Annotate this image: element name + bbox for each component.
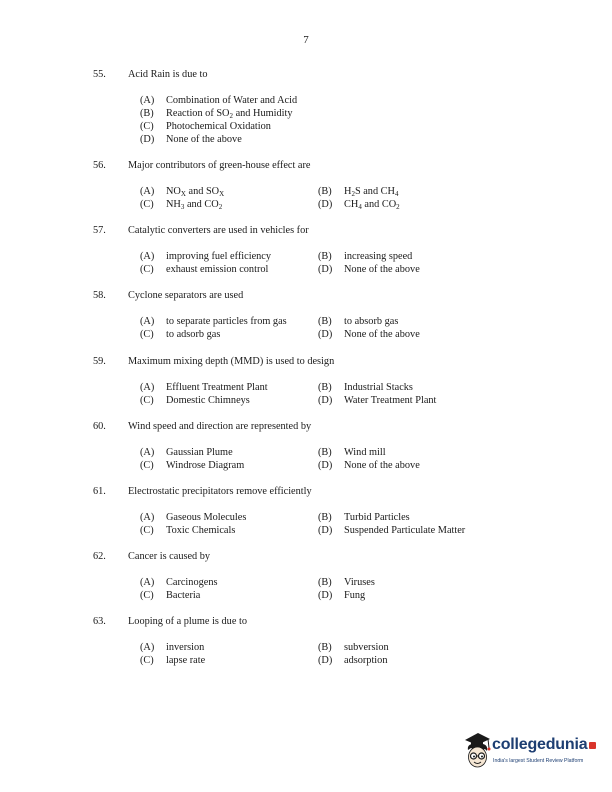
option-text: inversion [166, 642, 205, 654]
option-c [140, 263, 268, 276]
option-c [140, 524, 235, 537]
options-grid [140, 250, 520, 276]
option-a [140, 576, 217, 589]
option-text: Carcinogens [166, 577, 218, 589]
option-label: (C) [140, 459, 154, 471]
question-text: Cancer is caused by [128, 551, 211, 563]
logo-dot-icon [589, 742, 596, 749]
option-label: (A) [140, 316, 155, 328]
option-text: improving fuel efficiency [166, 251, 272, 263]
option-text: exhaust emission control [166, 264, 269, 276]
question-number: 61. [93, 485, 106, 497]
question-number: 62. [93, 551, 106, 563]
option-label: (D) [318, 199, 333, 210]
question-61 [0, 485, 612, 550]
option-text: adsorption [344, 655, 388, 667]
option-label: (D) [318, 524, 333, 536]
option-label: (B) [318, 381, 332, 393]
option-d [318, 328, 420, 341]
option-b [318, 381, 413, 394]
option-text: Viruses [344, 577, 375, 589]
option-text: Domestic Chimneys [166, 394, 250, 406]
options-grid [140, 446, 520, 472]
option-a [140, 250, 271, 263]
option-label: (D) [318, 590, 333, 602]
option-text: Turbid Particles [344, 511, 410, 523]
option-label: (C) [140, 524, 154, 536]
option-text: to absorb gas [344, 316, 399, 328]
option-c [140, 120, 297, 133]
options-list [140, 94, 297, 146]
option-text: Reaction of $SO_2$ and Humidity [166, 108, 293, 120]
option-label: (D) [318, 329, 333, 341]
question-text: Wind speed and direction are represented by [128, 420, 312, 432]
question-number: 57. [93, 225, 106, 237]
option-label: (C) [140, 590, 154, 602]
option-text: Bacteria [166, 590, 201, 602]
question-number: 59. [93, 355, 106, 367]
option-b [140, 107, 297, 120]
option-text: Water Treatment Plant [344, 394, 437, 406]
option-label: (C) [140, 655, 154, 667]
option-a [140, 315, 287, 328]
option-label: (C) [140, 199, 154, 210]
question-62 [0, 550, 612, 615]
option-label: (A) [140, 251, 155, 263]
options-grid [140, 511, 520, 537]
option-label: (B) [318, 251, 332, 263]
graduate-mascot-icon [462, 728, 492, 772]
option-label: (D) [318, 264, 333, 276]
option-b [318, 315, 398, 328]
option-a [140, 511, 246, 524]
question-text: Major contributors of green-house effect are [128, 160, 311, 171]
option-c [140, 654, 205, 667]
option-text: subversion [344, 642, 389, 654]
option-label: (D) [318, 655, 333, 667]
logo-tagline: India's largest Student Review Platform [493, 758, 584, 764]
option-a [140, 381, 268, 394]
option-d [318, 394, 436, 407]
option-text: Combination of Water and Acid [166, 95, 298, 106]
question-57 [0, 224, 612, 289]
option-text: Toxic Chemicals [166, 524, 236, 536]
option-text: None of the above [166, 134, 242, 145]
option-label: (A) [140, 186, 155, 197]
option-text: $CH_4$ and $CO_2$ [344, 199, 400, 211]
option-text: $H_2S$ and $CH_4$ [344, 186, 399, 198]
option-label: (A) [140, 95, 155, 106]
question-text: Maximum mixing depth (MMD) is used to design [128, 355, 335, 367]
option-a [140, 446, 233, 459]
option-text: Effluent Treatment Plant [166, 381, 268, 393]
options-grid [140, 315, 520, 341]
option-d [318, 589, 365, 602]
option-text: to separate particles from gas [166, 316, 287, 328]
option-a [140, 185, 224, 198]
option-d [318, 459, 420, 472]
option-label: (B) [140, 108, 154, 119]
option-label: (A) [140, 446, 155, 458]
option-text: Wind mill [344, 446, 386, 458]
option-label: (A) [140, 642, 155, 654]
question-list [0, 68, 612, 681]
option-text: increasing speed [344, 251, 413, 263]
option-text: Suspended Particulate Matter [344, 524, 466, 536]
option-label: (C) [140, 394, 154, 406]
question-text: Electrostatic precipitators remove efficiently [128, 485, 312, 497]
option-label: (D) [318, 394, 333, 406]
logo-name: collegedunia [492, 736, 588, 753]
collegedunia-logo [462, 728, 607, 778]
option-text: Gaseous Molecules [166, 511, 247, 523]
question-55 [0, 68, 612, 159]
question-text: Catalytic converters are used in vehicles for [128, 225, 309, 237]
option-text: Industrial Stacks [344, 381, 413, 393]
option-label: (B) [318, 186, 332, 197]
question-63 [0, 615, 612, 680]
options-grid [140, 576, 520, 602]
option-text: Photochemical Oxidation [166, 121, 271, 132]
option-c [140, 198, 222, 211]
option-label: (C) [140, 121, 154, 132]
option-a [140, 641, 204, 654]
question-60 [0, 420, 612, 485]
option-text: None of the above [344, 264, 420, 276]
page-number: 7 [303, 34, 309, 46]
question-number: 63. [93, 616, 106, 628]
option-d [140, 133, 297, 146]
option-label: (B) [318, 316, 332, 328]
option-text: None of the above [344, 459, 420, 471]
option-label: (C) [140, 264, 154, 276]
question-number: 56. [93, 160, 106, 171]
question-text: Cyclone separators are used [128, 290, 244, 302]
options-grid [140, 185, 520, 211]
option-b [318, 511, 410, 524]
option-text: to adsorb gas [166, 329, 221, 341]
option-c [140, 459, 244, 472]
options-grid [140, 641, 520, 667]
option-c [140, 589, 200, 602]
option-d [318, 263, 420, 276]
options-grid [140, 381, 520, 407]
option-b [318, 446, 386, 459]
question-number: 60. [93, 420, 106, 432]
option-c [140, 394, 250, 407]
option-c [140, 328, 220, 341]
option-text: lapse rate [166, 655, 206, 667]
option-label: (B) [318, 446, 332, 458]
option-label: (C) [140, 329, 154, 341]
option-label: (B) [318, 642, 332, 654]
option-b [318, 185, 398, 198]
option-label: (B) [318, 511, 332, 523]
option-d [318, 198, 400, 211]
option-label: (D) [140, 134, 155, 145]
option-text: $NO_X$ and $SO_X$ [166, 186, 225, 198]
question-58 [0, 289, 612, 354]
option-text: Gaussian Plume [166, 446, 233, 458]
option-text: Fung [344, 590, 366, 602]
option-label: (A) [140, 577, 155, 589]
question-number: 55. [93, 69, 106, 80]
option-d [318, 524, 465, 537]
question-59 [0, 355, 612, 420]
option-b [318, 250, 412, 263]
option-b [318, 641, 389, 654]
option-label: (B) [318, 577, 332, 589]
question-56 [0, 159, 612, 224]
option-a [140, 94, 297, 107]
question-text: Looping of a plume is due to [128, 616, 247, 628]
option-text: Windrose Diagram [166, 459, 245, 471]
option-text: None of the above [344, 329, 420, 341]
option-label: (D) [318, 459, 333, 471]
option-d [318, 654, 387, 667]
option-label: (A) [140, 381, 155, 393]
question-number: 58. [93, 290, 106, 302]
option-label: (A) [140, 511, 155, 523]
question-text: Acid Rain is due to [128, 69, 208, 80]
option-text: $NH_3$ and $CO_2$ [166, 199, 223, 211]
option-b [318, 576, 375, 589]
